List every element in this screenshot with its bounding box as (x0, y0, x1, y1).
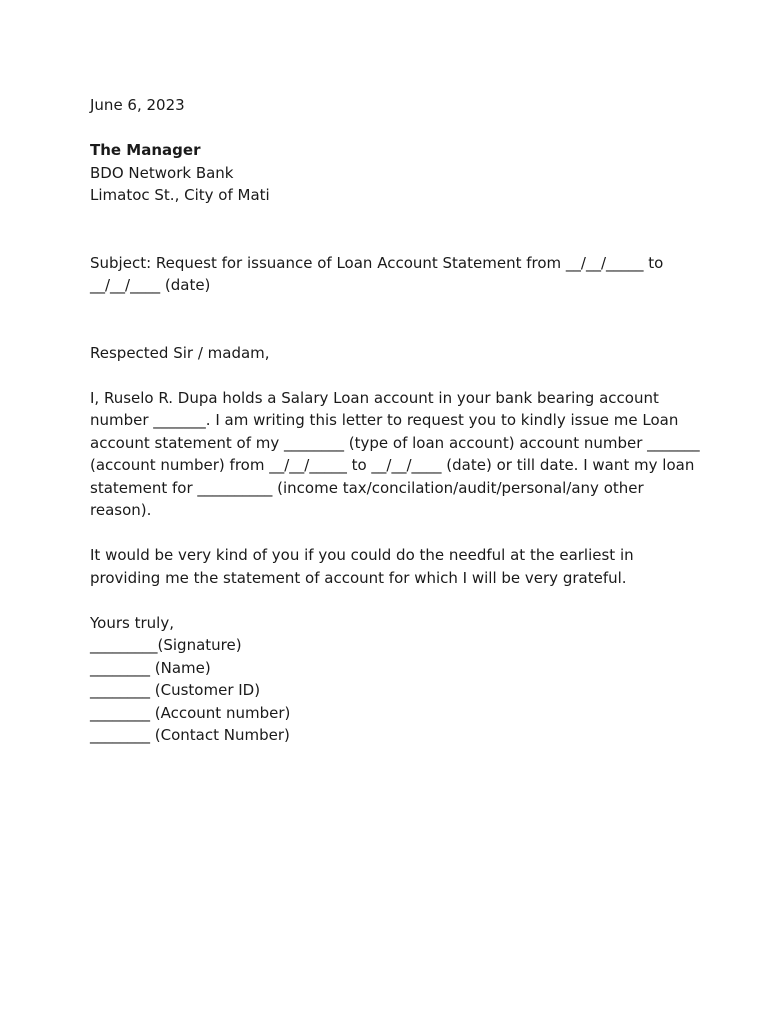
body-line: statement for __________ (income tax/concilation/audit/personal/any other (90, 478, 644, 497)
body-line: I, Ruselo R. Dupa holds a Salary Loan account in your bank bearing account (90, 388, 659, 407)
spacer (90, 364, 690, 387)
signature-line: _________(Signature) (90, 636, 242, 654)
recipient-address: Limatoc St., City of Mati (90, 186, 270, 204)
closing: Yours truly, (90, 613, 174, 632)
recipient-block (90, 139, 690, 207)
name-line: ________ (Name) (90, 658, 211, 677)
letter-page (90, 94, 700, 747)
spacer (90, 589, 690, 612)
spacer (90, 297, 690, 342)
body-line: number _______. I am writing this letter to request you to kindly issue me Loan (90, 411, 679, 429)
recipient-title: The Manager (90, 141, 201, 159)
subject-block (90, 252, 690, 297)
body-paragraph-1 (90, 387, 700, 522)
body-line: account statement of my ________ (type of loan account) account number _______ (90, 433, 700, 452)
salutation: Respected Sir / madam, (90, 343, 270, 362)
subject-line-1: Subject: Request for issuance of Loan Account Statement from __/__/_____ to (90, 253, 664, 272)
spacer (90, 117, 690, 140)
spacer (90, 207, 690, 252)
body-paragraph-2 (90, 544, 690, 589)
body-line: providing me the statement of account for which I will be very grateful. (90, 568, 627, 587)
recipient-bank: BDO Network Bank (90, 163, 234, 182)
body-line: It would be very kind of you if you could do the needful at the earliest in (90, 546, 634, 564)
account-number-line: ________ (Account number) (90, 703, 291, 722)
body-line: (account number) from __/__/_____ to __/__/____ (date) or till date. I want my loan (90, 456, 695, 474)
contact-number-line: ________ (Contact Number) (90, 726, 290, 744)
customer-id-line: ________ (Customer ID) (90, 681, 261, 699)
subject-line-2: __/__/____ (date) (90, 276, 211, 294)
body-line: reason). (90, 501, 152, 519)
spacer (90, 522, 690, 545)
letter-date: June 6, 2023 (90, 96, 185, 114)
signature-block (90, 634, 690, 747)
